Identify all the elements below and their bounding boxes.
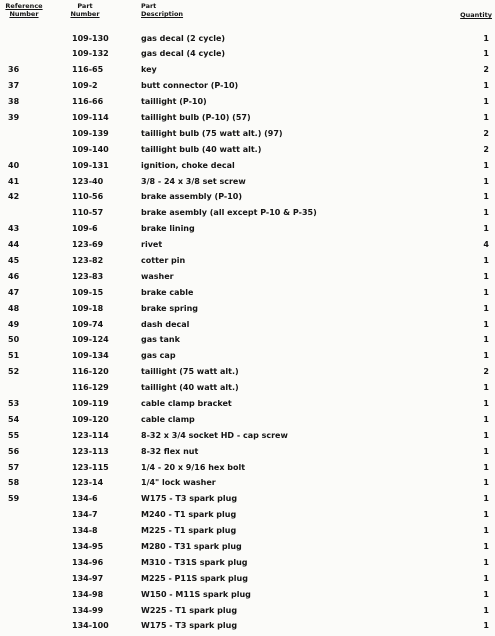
table-row (0, 94, 495, 110)
part-number-cell: 123-69 (72, 240, 104, 250)
part-description-cell: ignition, choke decal (141, 160, 235, 170)
part-description-cell: W225 - T1 spark plug (141, 605, 238, 615)
quantity-cell: 1 (483, 112, 489, 122)
part-description-cell: cotter pin (141, 255, 186, 265)
quantity-cell: 1 (483, 383, 489, 393)
part-description-cell: W175 - T3 spark plug (141, 494, 238, 504)
part-number-cell: 110-56 (72, 192, 104, 202)
table-row (0, 364, 495, 380)
part-number-cell: 109-120 (72, 414, 109, 424)
part-description-cell: taillight (40 watt alt.) (141, 383, 239, 393)
part-number-cell: 116-66 (72, 97, 104, 107)
part-number-cell: 116-129 (72, 383, 109, 393)
quantity-cell: 1 (483, 303, 489, 313)
part-description-header-line1: Part (141, 2, 157, 10)
part-description-cell: 8-32 x 3/4 socket HD - cap screw (141, 430, 288, 440)
part-number-cell: 123-113 (72, 446, 109, 456)
part-number-cell: 134-7 (72, 510, 98, 520)
quantity-cell: 2 (483, 144, 489, 154)
part-number-cell: 123-40 (72, 176, 104, 186)
part-description-cell: 1/4 - 20 x 9/16 hex bolt (141, 462, 246, 472)
table-row (0, 380, 495, 396)
quantity-cell: 1 (483, 319, 489, 329)
reference-number-cell: 41 (8, 176, 20, 186)
reference-number-cell: 36 (8, 65, 20, 75)
part-number-cell: 109-140 (72, 144, 109, 154)
table-row (0, 444, 495, 460)
quantity-cell: 4 (483, 240, 489, 250)
part-description-cell: W175 - T3 spark plug (141, 621, 238, 631)
quantity-cell: 1 (483, 621, 489, 631)
table-row (0, 618, 495, 634)
table-row (0, 555, 495, 571)
reference-number-cell: 46 (8, 271, 20, 281)
table-row (0, 460, 495, 476)
quantity-cell: 1 (483, 462, 489, 472)
part-description-cell: taillight bulb (40 watt alt.) (141, 144, 262, 154)
table-row (0, 428, 495, 444)
part-description-cell: rivet (141, 240, 163, 250)
reference-number-cell: 44 (8, 240, 20, 250)
part-description-cell: taillight (P-10) (141, 97, 207, 107)
quantity-cell: 1 (483, 605, 489, 615)
part-number-cell: 116-120 (72, 367, 109, 377)
quantity-cell: 1 (483, 446, 489, 456)
table-row (0, 126, 495, 142)
table-row (0, 158, 495, 174)
quantity-cell: 2 (483, 128, 489, 138)
part-number-cell: 116-65 (72, 65, 104, 75)
reference-number-cell: 50 (8, 335, 20, 345)
part-description-cell: 3/8 - 24 x 3/8 set screw (141, 176, 246, 186)
part-description-cell: dash decal (141, 319, 190, 329)
reference-number-cell: 42 (8, 192, 20, 202)
reference-number-cell: 43 (8, 224, 20, 234)
part-description-cell: cable clamp bracket (141, 398, 232, 408)
table-row (0, 31, 495, 47)
quantity-cell: 1 (483, 49, 489, 59)
part-description-cell: M225 - P11S spark plug (141, 573, 248, 583)
part-number-header-line1: Part (77, 2, 93, 10)
part-description-cell: taillight (75 watt alt.) (141, 367, 239, 377)
part-description-cell: 1/4" lock washer (141, 478, 216, 488)
part-number-cell: 134-97 (72, 573, 104, 583)
part-description-cell: gas decal (2 cycle) (141, 33, 226, 43)
part-number-cell: 123-82 (72, 255, 104, 265)
part-number-cell: 134-8 (72, 526, 98, 536)
part-number-cell: 134-6 (72, 494, 98, 504)
quantity-cell: 1 (483, 97, 489, 107)
quantity-cell: 1 (483, 287, 489, 297)
part-number-cell: 109-131 (72, 160, 109, 170)
part-number-cell: 109-6 (72, 224, 98, 234)
table-row (0, 221, 495, 237)
reference-number-cell: 40 (8, 160, 20, 170)
part-number-cell: 109-139 (72, 128, 109, 138)
part-description-cell: brake assembly (P-10) (141, 192, 243, 202)
table-row (0, 539, 495, 555)
table-row (0, 46, 495, 62)
reference-number-cell: 38 (8, 97, 20, 107)
table-row (0, 332, 495, 348)
quantity-cell: 1 (483, 335, 489, 345)
part-number-header-line2: Number (70, 10, 100, 18)
table-row (0, 253, 495, 269)
part-description-cell: brake spring (141, 303, 198, 313)
reference-header-line2: Number (9, 10, 39, 18)
quantity-cell: 1 (483, 160, 489, 170)
table-row (0, 62, 495, 78)
part-description-cell: butt connector (P-10) (141, 81, 239, 91)
part-description-cell: cable clamp (141, 414, 195, 424)
part-number-cell: 134-96 (72, 557, 104, 567)
table-row (0, 412, 495, 428)
part-description-cell: brake cable (141, 287, 194, 297)
quantity-cell: 1 (483, 351, 489, 361)
part-description-cell: M280 - T31 spark plug (141, 542, 242, 551)
part-description-cell: gas decal (4 cycle) (141, 49, 226, 59)
part-number-cell: 134-98 (72, 589, 104, 599)
reference-number-cell: 39 (8, 112, 20, 122)
table-row (0, 317, 495, 333)
table-row (0, 110, 495, 126)
reference-number-cell: 49 (8, 319, 20, 329)
table-row (0, 301, 495, 317)
reference-number-cell: 51 (8, 351, 20, 361)
part-number-header (62, 2, 108, 18)
reference-number-cell: 47 (8, 287, 20, 297)
part-description-cell: brake asembly (all except P-10 & P-35) (141, 208, 317, 218)
reference-number-cell: 52 (8, 367, 20, 377)
quantity-cell: 1 (483, 414, 489, 424)
part-number-cell: 109-134 (72, 351, 109, 361)
quantity-cell: 1 (483, 573, 489, 583)
part-description-cell: M240 - T1 spark plug (141, 510, 237, 520)
table-row (0, 269, 495, 285)
part-description-cell: taillight bulb (P-10) (57) (141, 112, 251, 122)
reference-number-cell: 53 (8, 398, 20, 408)
part-number-cell: 134-100 (72, 621, 109, 631)
reference-number-cell: 56 (8, 446, 20, 456)
reference-number-cell: 59 (8, 494, 20, 504)
table-row (0, 174, 495, 190)
quantity-header-label: Quantity (460, 11, 492, 19)
reference-number-cell: 57 (8, 462, 20, 472)
part-number-cell: 110-57 (72, 208, 104, 218)
table-row (0, 571, 495, 587)
part-number-cell: 134-95 (72, 542, 104, 551)
quantity-cell: 1 (483, 224, 489, 234)
quantity-header (450, 11, 492, 19)
part-number-cell: 109-119 (72, 398, 109, 408)
part-description-cell: M225 - T1 spark plug (141, 526, 237, 536)
part-description-header-line2: Description (141, 10, 184, 18)
quantity-cell: 1 (483, 526, 489, 536)
quantity-cell: 1 (483, 478, 489, 488)
table-row (0, 523, 495, 539)
part-number-cell: 134-99 (72, 605, 104, 615)
quantity-cell: 1 (483, 430, 489, 440)
quantity-cell: 1 (483, 192, 489, 202)
part-description-cell: gas tank (141, 335, 180, 345)
part-number-cell: 109-124 (72, 335, 109, 345)
part-description-cell: taillight bulb (75 watt alt.) (97) (141, 128, 283, 138)
quantity-cell: 1 (483, 81, 489, 91)
part-number-cell: 109-15 (72, 287, 104, 297)
quantity-cell: 1 (483, 398, 489, 408)
part-description-cell: gas cap (141, 351, 176, 361)
part-description-cell: washer (141, 271, 174, 281)
part-number-cell: 123-114 (72, 430, 109, 440)
quantity-cell: 2 (483, 367, 489, 377)
reference-number-cell: 37 (8, 81, 20, 91)
quantity-cell: 1 (483, 33, 489, 43)
part-number-cell: 109-18 (72, 303, 104, 313)
quantity-cell: 1 (483, 510, 489, 520)
reference-number-cell: 45 (8, 255, 20, 265)
quantity-cell: 1 (483, 494, 489, 504)
quantity-cell: 1 (483, 255, 489, 265)
part-number-cell: 109-74 (72, 319, 104, 329)
quantity-cell: 1 (483, 589, 489, 599)
part-number-cell: 109-114 (72, 112, 109, 122)
part-description-header (141, 2, 183, 18)
reference-number-cell: 48 (8, 303, 20, 313)
part-number-cell: 109-130 (72, 33, 109, 43)
part-description-cell: brake lining (141, 224, 195, 234)
table-row (0, 491, 495, 507)
part-number-cell: 109-132 (72, 49, 109, 59)
quantity-cell: 2 (483, 65, 489, 75)
table-row (0, 205, 495, 221)
table-row (0, 189, 495, 205)
parts-table (0, 31, 495, 635)
table-row (0, 237, 495, 253)
part-description-cell: key (141, 65, 157, 75)
table-row (0, 475, 495, 491)
part-number-cell: 109-2 (72, 81, 98, 91)
reference-number-cell: 55 (8, 430, 20, 440)
quantity-cell: 1 (483, 542, 489, 551)
part-description-cell: W150 - M11S spark plug (141, 589, 251, 599)
table-row (0, 603, 495, 619)
part-number-cell: 123-115 (72, 462, 109, 472)
quantity-cell: 1 (483, 557, 489, 567)
table-row (0, 587, 495, 603)
part-description-cell: 8-32 flex nut (141, 446, 199, 456)
quantity-cell: 1 (483, 208, 489, 218)
reference-number-cell: 54 (8, 414, 20, 424)
quantity-cell: 1 (483, 176, 489, 186)
quantity-cell: 1 (483, 271, 489, 281)
table-row (0, 396, 495, 412)
part-number-cell: 123-83 (72, 271, 104, 281)
reference-number-header (0, 2, 48, 18)
table-row (0, 142, 495, 158)
reference-header-line1: Reference (5, 2, 43, 10)
part-description-cell: M310 - T31S spark plug (141, 557, 248, 567)
table-row (0, 348, 495, 364)
reference-number-cell: 58 (8, 478, 20, 488)
table-row (0, 507, 495, 523)
table-row (0, 285, 495, 301)
part-number-cell: 123-14 (72, 478, 104, 488)
table-row (0, 78, 495, 94)
